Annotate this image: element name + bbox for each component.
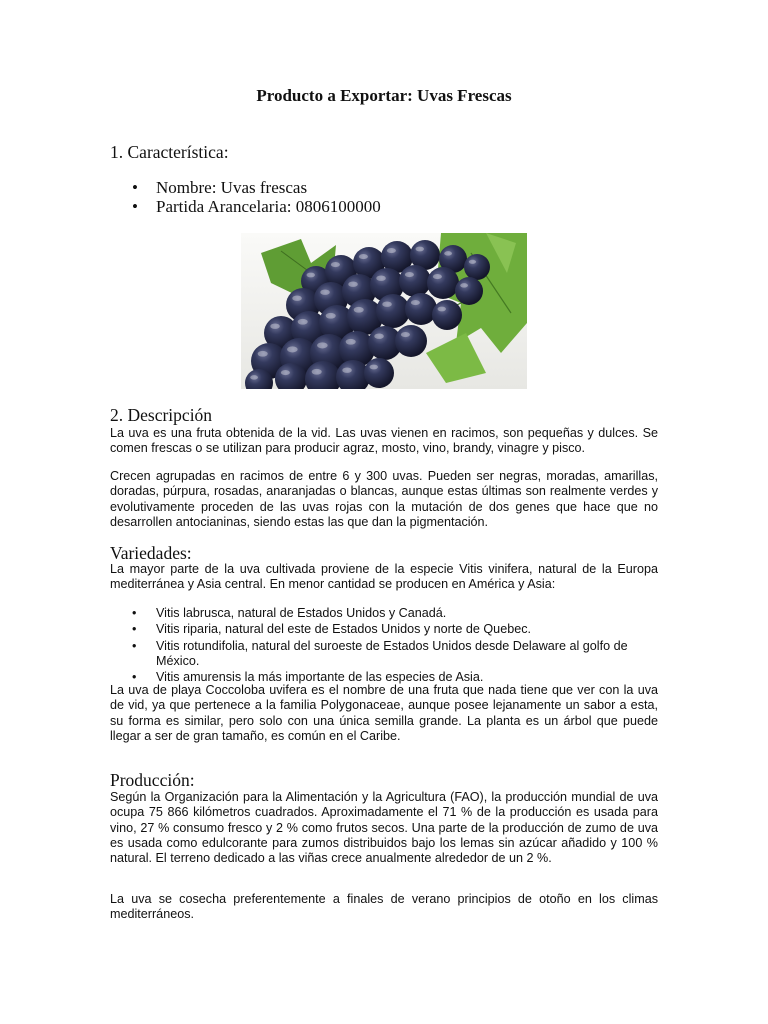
list-item <box>110 639 658 670</box>
grape-highlight <box>307 273 315 278</box>
grape-berry <box>395 325 427 357</box>
list-item <box>110 197 381 216</box>
list-item <box>110 178 381 197</box>
grape-berry <box>376 294 410 328</box>
grape-berry <box>364 358 394 388</box>
grape-highlight <box>460 283 468 287</box>
list-item-text: Nombre: Uvas frescas <box>156 178 308 197</box>
grape-highlight <box>270 323 280 328</box>
grape-highlight <box>331 262 340 267</box>
bullet-icon: • <box>132 178 138 197</box>
grape-highlight <box>342 367 352 372</box>
grape-highlight <box>387 248 396 253</box>
grape-berry <box>432 300 462 330</box>
heading-descripcion: 2. Descripción <box>110 405 213 425</box>
grape-berry <box>405 293 437 325</box>
produccion-paragraph-1: Según la Organización para la Alimentación y la Agricultura (FAO), la producción mundial de uva ocupa 75 866 kilómetros cuadrados. Aproximadamente el 71 % de la producción es usada para vino, 27 % consumo fresco y 2 % como frutos secos. Una parte de la producción de zumo de uva es usada como edulcorante para zumos distribuidos bajo los lemas sin azúcar añadido y 100 % natural. El terreno dedicado a las viñas crece anualmente alrededor de un 2 %. <box>110 790 658 866</box>
grape-highlight <box>469 260 476 264</box>
grape-berry <box>464 254 490 280</box>
grape-highlight <box>416 247 424 252</box>
grape-highlight <box>348 281 358 286</box>
heading-produccion: Producción: <box>110 770 195 790</box>
grape-highlight <box>258 351 268 357</box>
caracteristica-list <box>110 178 381 216</box>
grape-highlight <box>359 254 368 259</box>
list-item-text: Vitis amurensis la más importante de las especies de Asia. <box>156 670 484 685</box>
descripcion-paragraph-1: La uva es una fruta obtenida de la vid. Las uvas vienen en racimos, son pequeñas y dulces. Se comen frescas o se utilizan para producir agraz, mosto, vino, brandy, vinagre y pisco. <box>110 426 658 456</box>
page-title: Producto a Exportar: Uvas Frescas <box>256 86 512 105</box>
variedades-list <box>110 606 658 685</box>
grape-berry <box>399 265 431 297</box>
variedades-intro: La mayor parte de la uva cultivada proviene de la especie Vitis vinifera, natural de la Europa mediterránea y Asia central. En menor cantidad se producen en América y Asia: <box>110 562 658 592</box>
grape-highlight <box>433 274 442 279</box>
list-item <box>110 622 658 637</box>
bullet-icon: • <box>132 638 137 653</box>
list-item-text: Vitis labrusca, natural de Estados Unidos y Canadá. <box>156 606 447 620</box>
grape-highlight <box>317 342 328 348</box>
grape-highlight <box>326 313 336 319</box>
bullet-icon: • <box>132 670 137 685</box>
grape-highlight <box>250 375 258 379</box>
produccion-paragraph-2: La uva se cosecha preferentemente a finales de verano principios de otoño en los climas mediterráneos. <box>110 892 658 922</box>
grapes-image <box>241 233 527 389</box>
list-item <box>110 606 658 621</box>
list-item-text: Partida Arancelaria: 0806100000 <box>156 197 381 216</box>
grape-highlight <box>312 369 322 375</box>
list-item-text: Vitis rotundifolia, natural del suroeste de Estados Unidos desde Delaware al golfo de México. <box>156 638 628 668</box>
descripcion-paragraph-2: Crecen agrupadas en racimos de entre 6 y 300 uvas. Pueden ser negras, moradas, amarillas, doradas, púrpura, rosadas, anaranjadas o blancas, aunque estas últimas son realmente verdes y evolutivamente proceden de las uvas rojas con la mutación de dos genes que hace que no desarrollen antocianinas, siendo estas las que dan la pigmentación. <box>110 469 658 529</box>
grape-highlight <box>346 339 356 345</box>
bullet-icon: • <box>132 197 138 216</box>
heading-variedades: Variedades: <box>110 543 192 563</box>
heading-caracteristica: 1. Característica: <box>110 142 229 162</box>
grape-highlight <box>287 346 298 352</box>
grape-highlight <box>411 300 420 305</box>
grape-highlight <box>382 301 392 306</box>
grape-highlight <box>370 365 378 370</box>
bullet-icon: • <box>132 606 137 620</box>
grape-highlight <box>401 332 410 337</box>
bullet-icon: • <box>132 622 137 637</box>
grape-highlight <box>298 319 308 325</box>
grape-highlight <box>320 289 330 294</box>
grape-highlight <box>374 333 384 338</box>
grape-highlight <box>376 275 386 280</box>
grape-berry <box>427 267 459 299</box>
grape-berry <box>455 277 483 305</box>
grape-highlight <box>444 251 452 255</box>
grape-highlight <box>354 307 364 313</box>
grape-highlight <box>292 295 302 300</box>
grape-highlight <box>281 370 290 375</box>
variedades-outro: La uva de playa Coccoloba uvifera es el nombre de una fruta que nada tiene que ver con la uva de vid, ya que pertenece a la familia Polygonaceae, aunque posee lejanamente un sabor a esta, su forma es similar, pero solo con una única semilla grande. La planta es un árbol que puede llegar a ser de gran tamaño, es común en el Caribe. <box>110 683 658 743</box>
list-item-text: Vitis riparia, natural del este de Estados Unidos y norte de Quebec. <box>156 622 531 637</box>
grape-highlight <box>438 307 446 312</box>
grape-highlight <box>405 272 414 277</box>
